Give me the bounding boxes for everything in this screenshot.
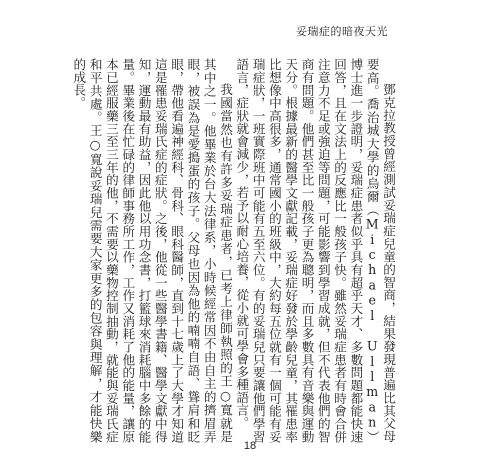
page-number: 18 [243,440,257,452]
running-header: 妥瑞症的暗夜天光 [296,25,388,38]
body-text [71,58,396,443]
paragraph-1: 鄧克拉教授曾經測試妥瑞症兒童的智商，結果發現普遍比其父母要高。喬治城大學的烏爾（Michael Ullman）博士進一步證明，妥瑞症患者似乎具有超乎天才、多數問題都能快速回答，且在文法上的反應比一般孩子快。雖然妥瑞症患者有時會合併注意力不足或強迫等問題，可能影響到學習成就，但不代表他們的智商有問題。他們甚至比一般孩子更為聰明，而且多數具有音樂與運動天分。根據最新的醫學文獻記載，妥瑞症好發於學齡兒童，其罹患率比想像中高很多，通常國小的班級中，大約每五位就有一個可能有妥瑞症狀，一班實際班中可能有五至六位。有的妥瑞兒只要讓他們學習語言，症狀就會減少，若予以耐心培養，從小就可學會多種語言。 [234,58,396,443]
paragraph-2: 我國當然也有許多妥瑞症患者，已考上律師執照的王○寬就是其中之一。他畢業於台大法律系，小時候經常因不由自主的擠眉弄眼，被誤為是愛搗蛋的孩子。父母也因為他的喃喃自語、聳肩和眨眼，帶他看遍神經科、骨科、眼科醫師，直到十七歲上了大學才知道這是罹患妥瑞氏症的症狀。之後，他從一些醫學書籍、醫學文獻中得知，運動最有助益，因此他以用功念書，打籃球來消耗腦中多餘的能量。畢業後在忙碌的律師事務所工作，工作又消耗了他的能量，讓原本已經服藥三至三年的他，不需要以藥物控制抽動，就能與妥瑞氏症和平共處。王○寬說妥瑞兒需要大家更多的包容與理解，才能快樂的成長。 [71,58,234,443]
